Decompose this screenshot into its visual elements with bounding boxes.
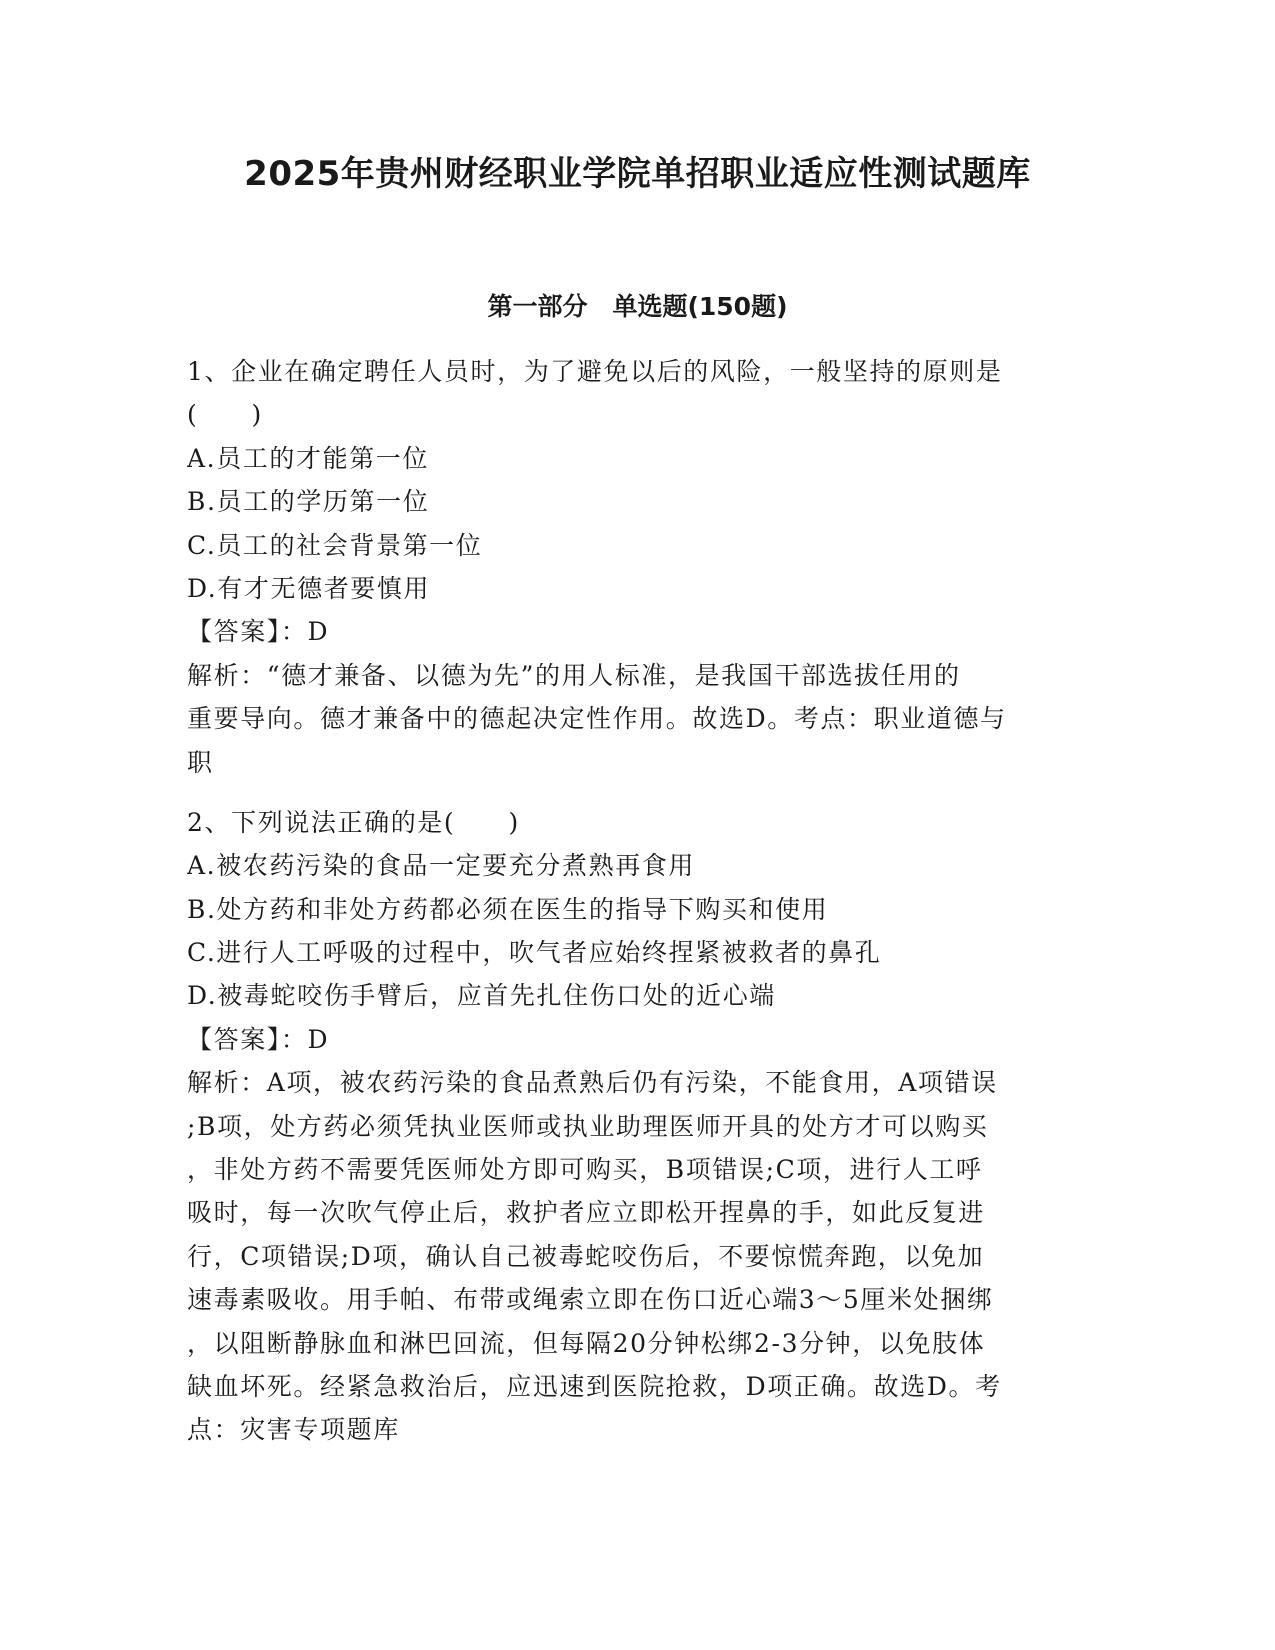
option-a: A.员工的才能第一位 — [187, 443, 430, 473]
analysis-line: 吸时，每一次吹气停止后，救护者应立即松开捏鼻的手，如此反复进 — [187, 1198, 986, 1228]
question-stem-line: ( ) — [187, 400, 263, 430]
question-stem-line: 1、企业在确定聘任人员时，为了避免以后的风险，一般坚持的原则是 — [187, 357, 1003, 386]
question-2 — [187, 801, 1087, 1452]
analysis-line: 点：灾害专项题库 — [187, 1415, 400, 1445]
analysis-line: 解析：A项，被农药污染的食品煮熟后仍有污染，不能食用，A项错误 — [187, 1068, 998, 1098]
analysis-line: 解析：“德才兼备、以德为先”的用人标准，是我国干部选拔任用的 — [187, 660, 961, 690]
option-c: C.员工的社会背景第一位 — [187, 530, 483, 560]
option-c: C.进行人工呼吸的过程中，吹气者应始终捏紧被救者的鼻孔 — [187, 938, 882, 968]
analysis-line: ，非处方药不需要凭医师处方即可购买，B项错误;C项，进行人工呼 — [187, 1155, 983, 1185]
option-b: B.员工的学历第一位 — [187, 487, 430, 517]
question-separator — [187, 784, 1087, 801]
analysis-line: ，以阻断静脉血和淋巴回流，但每隔20分钟松绑2-3分钟，以免肢体 — [187, 1328, 986, 1358]
question-stem-line: 2、下列说法正确的是( ) — [187, 807, 520, 837]
answer-line: 【答案】：D — [187, 617, 330, 647]
section-title: 第一部分 单选题(150题) — [487, 292, 788, 321]
answer-line: 【答案】：D — [187, 1024, 330, 1054]
analysis-line: ;B项，处方药必须凭执业医师或执业助理医师开具的处方才可以购买 — [187, 1111, 989, 1141]
option-a: A.被农药污染的食品一定要充分煮熟再食用 — [187, 851, 696, 881]
question-list — [187, 350, 1087, 1452]
analysis-line: 重要导向。德才兼备中的德起决定性作用。故选D。考点：职业道德与 — [187, 704, 1007, 734]
option-d: D.有才无德者要慎用 — [187, 573, 431, 603]
document-title: 2025年贵州财经职业学院单招职业适应性测试题库 — [244, 154, 1031, 194]
question-1 — [187, 350, 1087, 784]
analysis-line: 缺血坏死。经紧急救治后，应迅速到医院抢救，D项正确。故选D。考 — [187, 1371, 1002, 1401]
option-d: D.被毒蛇咬伤手臂后，应首先扎住伤口处的近心端 — [187, 981, 776, 1011]
option-b: B.处方药和非处方药都必须在医生的指导下购买和使用 — [187, 894, 829, 924]
analysis-line: 行，C项错误;D项，确认自己被毒蛇咬伤后，不要惊慌奔跑，以免加 — [187, 1241, 985, 1271]
analysis-line: 速毒素吸收。用手帕、布带或绳索立即在伤口近心端3～5厘米处捆绑 — [187, 1285, 994, 1315]
analysis-line: 职 — [187, 747, 214, 777]
